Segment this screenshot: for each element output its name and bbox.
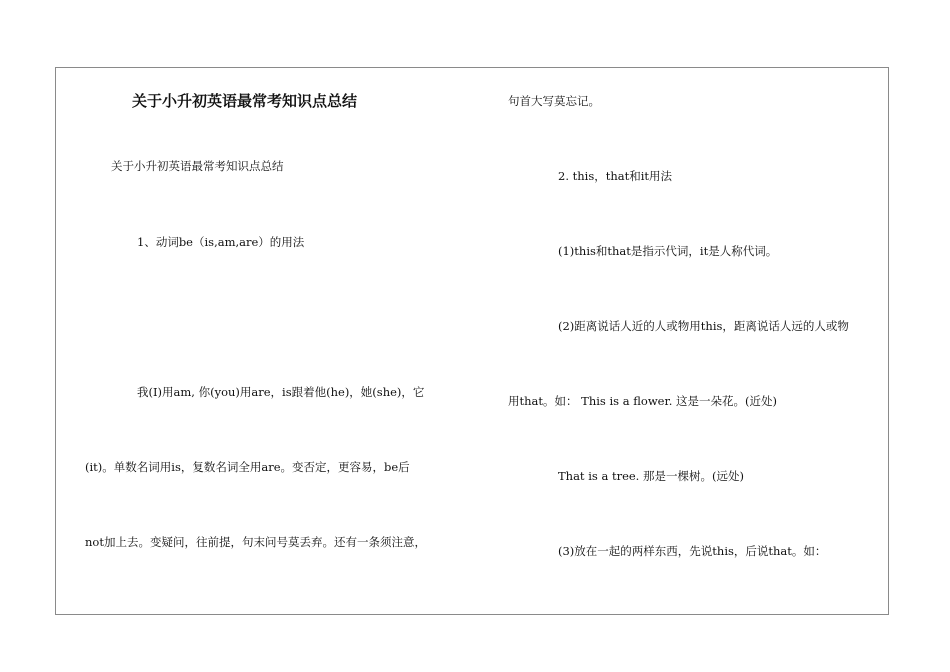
section-1-heading: 1、动词be（is,am,are）的用法 <box>137 235 305 249</box>
page-frame <box>55 67 889 615</box>
list-item: (3)放在一起的两样东西，先说this，后说that。如： <box>558 544 827 558</box>
document-title: 关于小升初英语最常考知识点总结 <box>132 92 358 110</box>
paragraph-line: 句首大写莫忘记。 <box>508 94 600 108</box>
paragraph-line: 用that。如： This is a flower. 这是一朵花。(近处) <box>508 394 777 408</box>
list-item: (2)距离说话人近的人或物用this，距离说话人远的人或物 <box>558 319 849 333</box>
paragraph-line: 我(I)用am, 你(you)用are，is跟着他(he)，她(she)，它 <box>137 385 425 399</box>
document-subtitle: 关于小升初英语最常考知识点总结 <box>111 159 284 173</box>
paragraph-line: not加上去。变疑问，往前提，句末问号莫丢弃。还有一条须注意， <box>85 535 426 549</box>
paragraph-line: (it)。单数名词用is，复数名词全用are。变否定，更容易，be后 <box>85 460 410 474</box>
example-sentence: That is a tree. 那是一棵树。(远处) <box>558 469 744 483</box>
list-item: (1)this和that是指示代词，it是人称代词。 <box>558 244 778 258</box>
section-2-heading: 2. this，that和it用法 <box>558 169 673 183</box>
